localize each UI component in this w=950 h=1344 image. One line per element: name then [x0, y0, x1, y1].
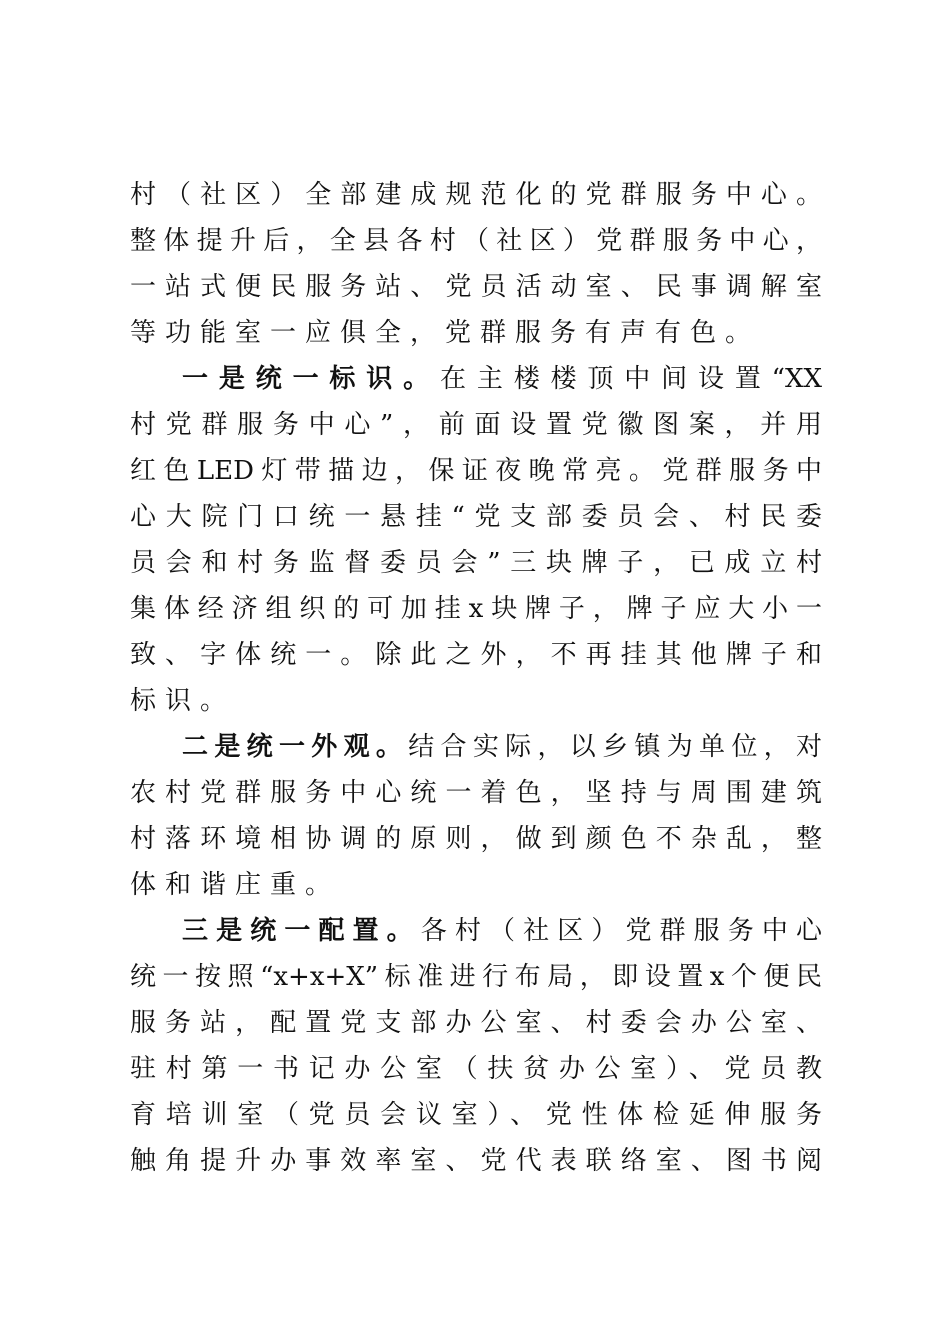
- text-line: 村（社区）全部建成规范化的党群服务中心。: [130, 180, 822, 210]
- paragraph-2: [130, 356, 822, 724]
- paragraph-heading: 二是统一外观。: [182, 732, 409, 762]
- text-line: 集体经济组织的可加挂x块牌子，牌子应大小一: [130, 594, 822, 624]
- paragraph-heading: 一是统一标识。: [182, 364, 440, 394]
- text-line: 心大院门口统一悬挂“党支部委员会、村民委: [130, 502, 822, 532]
- text-line: 农村党群服务中心统一着色，坚持与周围建筑: [130, 778, 822, 808]
- paragraph-3: [130, 724, 822, 908]
- text-line: 村党群服务中心”，前面设置党徽图案，并用: [130, 410, 822, 440]
- text-line-content: 在主楼楼顶中间设置“XX: [439, 364, 822, 394]
- text-line: 致、字体统一。除此之外，不再挂其他牌子和: [130, 640, 822, 670]
- text-line: 驻村第一书记办公室（扶贫办公室）、党员教: [130, 1054, 822, 1084]
- text-line: 触角提升办事效率室、党代表联络室、图书阅: [130, 1146, 822, 1176]
- text-line: 统一按照“x+x+X”标准进行布局，即设置x个便民: [130, 962, 822, 992]
- text-line: 标识。: [130, 686, 236, 716]
- text-line: [130, 908, 822, 954]
- text-line-content: 结合实际，以乡镇为单位，对: [408, 732, 822, 762]
- text-line: 一站式便民服务站、党员活动室、民事调解室: [130, 272, 822, 302]
- text-line: [130, 356, 822, 402]
- paragraph-heading: 三是统一配置。: [182, 916, 421, 946]
- paragraph-4: [130, 908, 822, 1184]
- text-line-content: 各村（社区）党群服务中心: [420, 916, 822, 946]
- text-line: 整体提升后，全县各村（社区）党群服务中心，: [130, 226, 822, 256]
- text-line: 体和谐庄重。: [130, 870, 341, 900]
- text-line: [130, 724, 822, 770]
- text-line: 等功能室一应俱全，党群服务有声有色。: [130, 318, 761, 348]
- text-line: 员会和村务监督委员会”三块牌子，已成立村: [130, 548, 822, 578]
- paragraph-1: [130, 172, 822, 356]
- document-body: [130, 172, 822, 1184]
- text-line: 服务站，配置党支部办公室、村委会办公室、: [130, 1008, 822, 1038]
- text-line: 育培训室（党员会议室）、党性体检延伸服务: [130, 1100, 822, 1130]
- text-line: 红色LED灯带描边，保证夜晚常亮。党群服务中: [130, 456, 822, 486]
- text-line: 村落环境相协调的原则，做到颜色不杂乱，整: [130, 824, 822, 854]
